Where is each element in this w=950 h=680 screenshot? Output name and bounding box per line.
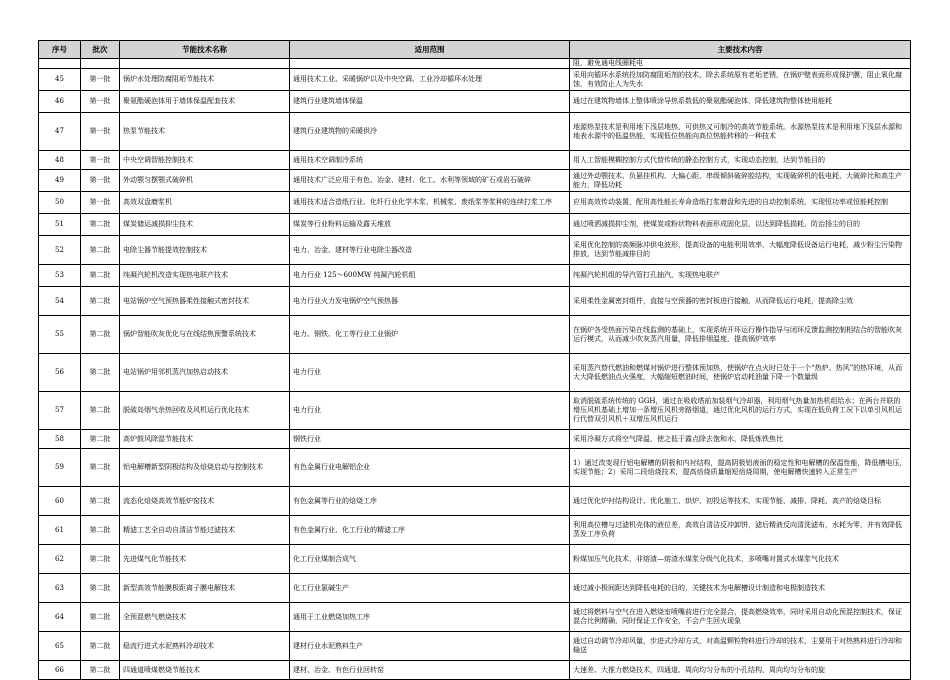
cell-main-content: 应用高效传动装置，配用高性能长寿命造纸打浆磨盘和先进的自动控制系统，实现恒功率或恒能耗控制 (570, 192, 911, 214)
cell-technology-name: 电站锅炉空气预热器柔性接触式密封技术 (120, 287, 290, 316)
cell-scope: 电力、钢铁、化工等行业工业锅炉 (290, 316, 570, 354)
cell-technology-name: 新型高效节能膜极距离子膜电解技术 (120, 574, 290, 603)
cell-technology-name: 电站锅炉用邻机蒸汽加热启动技术 (120, 354, 290, 392)
cell-scope: 通用技术广泛应用于有色、冶金、建材、化工、水利等领域的矿石或岩石破碎 (290, 170, 570, 192)
cell-main-content: 采用优化控制的高频脉冲供电波形，提高设备的电能利用效率，大幅度降低设备运行电耗，减少粉尘污染物排放，达到节能减排目的 (570, 236, 911, 265)
cell-technology-name: 煤炭储运减损抑尘技术 (120, 214, 290, 236)
table-row (39, 661, 911, 680)
table-row (39, 487, 911, 516)
continuation-cell-empty (120, 59, 290, 69)
cell-technology-name: 外动颚匀摆颚式破碎机 (120, 170, 290, 192)
cell-scope: 建筑行业建筑物的采暖供冷 (290, 113, 570, 151)
table-row (39, 91, 911, 113)
cell-batch: 第二批 (81, 214, 120, 236)
header-row (39, 41, 911, 59)
cell-main-content: 采用向循环水系统投加防腐阻垢剂的技术，除去系统原有老垢老锈，在锅炉壁表面形成保护膜，阻止氧化腐蚀，有效防止人为失水 (570, 69, 911, 91)
cell-scope: 建材、冶金、有色行业回转窑 (290, 661, 570, 680)
cell-batch: 第一批 (81, 91, 120, 113)
continuation-cell-empty (39, 59, 81, 69)
cell-main-content: 利用高位槽与过滤机壳体的液位差，高效自清洁反冲卸饼，滤后精液反向清洗滤布，水耗为零，并有效降低蒸发工序负荷 (570, 516, 911, 545)
cell-main-content: 通过自动调节冷却风量，步进式冷却方式，对高温颗粒物料进行冷却的技术，主要用于对热熟料进行冷却和输送 (570, 632, 911, 661)
cell-main-content: 通过优化炉衬结构设计、优化施工、烘炉、初投运等技术，实现节能、减排、降耗、高产的焙烧目标 (570, 487, 911, 516)
table-row (39, 287, 911, 316)
cell-batch: 第一批 (81, 113, 120, 151)
cell-technology-name: 先进煤气化节能技术 (120, 545, 290, 574)
cell-scope: 电力、冶金、建材等行业电除尘器改造 (290, 236, 570, 265)
cell-serial-number: 62 (39, 545, 81, 574)
cell-serial-number: 45 (39, 69, 81, 91)
header-technology-name: 节能技术名称 (120, 41, 290, 59)
cell-scope: 钢铁行业 (290, 430, 570, 449)
cell-scope: 化工行业氯碱生产 (290, 574, 570, 603)
table-row (39, 430, 911, 449)
cell-scope: 电力行业 125～600MW 纯凝汽轮机组 (290, 265, 570, 287)
cell-technology-name: 脱硫岛烟气余热回收及风机运行优化技术 (120, 392, 290, 430)
cell-technology-name: 四通道喷煤燃烧节能技术 (120, 661, 290, 680)
cell-serial-number: 55 (39, 316, 81, 354)
cell-main-content: 通过外动颚技术、负悬挂机构、大偏心距、串级倾斜破碎腔结构，实现破碎机的低电耗、大破碎比和高生产能力，降低功耗 (570, 170, 911, 192)
cell-scope: 有色金属行业、化工行业的精滤工序 (290, 516, 570, 545)
cell-main-content: 通过喷洒减损抑尘剂，使煤炭或粉状物料表面形成固化层，以达到降低损耗、防治扬尘的目的 (570, 214, 911, 236)
cell-batch: 第二批 (81, 545, 120, 574)
table-row (39, 236, 911, 265)
continuation-cell-empty (290, 59, 570, 69)
technology-table-sheet (38, 40, 910, 680)
cell-scope: 通用技术适合造纸行业、化纤行业化学木浆、机械浆、废纸浆等浆种的连续打浆工序 (290, 192, 570, 214)
cell-technology-name: 锅炉水处理防腐阻垢节能技术 (120, 69, 290, 91)
table-row (39, 316, 911, 354)
cell-technology-name: 纯凝汽轮机改造实现热电联产技术 (120, 265, 290, 287)
cell-scope: 有色金属等行业的焙烧工序 (290, 487, 570, 516)
cell-serial-number: 57 (39, 392, 81, 430)
cell-batch: 第二批 (81, 316, 120, 354)
cell-batch: 第二批 (81, 265, 120, 287)
header-scope: 适用范围 (290, 41, 570, 59)
cell-technology-name: 高炉鼓风除湿节能技术 (120, 430, 290, 449)
table-row (39, 516, 911, 545)
energy-saving-tech-table (38, 40, 911, 680)
cell-serial-number: 54 (39, 287, 81, 316)
table-row (39, 170, 911, 192)
cell-batch: 第二批 (81, 632, 120, 661)
cell-serial-number: 46 (39, 91, 81, 113)
cell-batch: 第二批 (81, 392, 120, 430)
cell-scope: 建材行业水泥熟料生产 (290, 632, 570, 661)
cell-batch: 第一批 (81, 192, 120, 214)
table-row (39, 392, 911, 430)
header-serial-number: 序号 (39, 41, 81, 59)
continuation-content: 阻，避免通电线圈耗电 (570, 59, 911, 69)
table-row (39, 151, 911, 170)
cell-serial-number: 51 (39, 214, 81, 236)
cell-serial-number: 66 (39, 661, 81, 680)
cell-scope: 有色金属行业电解铝企业 (290, 449, 570, 487)
cell-serial-number: 59 (39, 449, 81, 487)
cell-technology-name: 中央空调智能控制技术 (120, 151, 290, 170)
cell-serial-number: 53 (39, 265, 81, 287)
cell-scope: 建筑行业建筑墙体保温 (290, 91, 570, 113)
cell-main-content: 纯凝汽轮机组的导汽管打孔抽汽，实现热电联产 (570, 265, 911, 287)
cell-technology-name: 流态化焙烧高效节能炉窑技术 (120, 487, 290, 516)
cell-batch: 第二批 (81, 574, 120, 603)
cell-batch: 第二批 (81, 430, 120, 449)
table-row (39, 449, 911, 487)
table-row (39, 113, 911, 151)
table-row (39, 69, 911, 91)
table-row (39, 265, 911, 287)
table-row (39, 192, 911, 214)
cell-technology-name: 聚氨酯硬泡体用于墙体保温配套技术 (120, 91, 290, 113)
cell-serial-number: 65 (39, 632, 81, 661)
cell-serial-number: 52 (39, 236, 81, 265)
cell-batch: 第二批 (81, 661, 120, 680)
cell-scope: 电力行业 (290, 392, 570, 430)
cell-main-content: 采用柔性金属密封组件，直接与空预器的密封板进行接触，从而降低运行电耗，提高除尘效 (570, 287, 911, 316)
cell-scope: 电力行业火力发电锅炉空气预热器 (290, 287, 570, 316)
cell-main-content: 粉煤加压气化技术，非熔渣—熔渣水煤浆分级气化技术，多喷嘴对置式水煤浆气化技术 (570, 545, 911, 574)
cell-technology-name: 高效双盘磨浆机 (120, 192, 290, 214)
cell-main-content: 大速差、大推力燃烧技术，四通道、周向均匀分布的小孔结构，周向均匀分布的旋 (570, 661, 911, 680)
cell-main-content: 在锅炉各受热面污染在线监测的基础上，实现系统开环运行操作指导与闭环反馈监测控制相结合的智能吹灰运行模式，从而减少吹灰蒸汽用量，降低排烟温度，提高锅炉效率 (570, 316, 911, 354)
cell-scope: 通用于工业燃烧加热工序 (290, 603, 570, 632)
cell-batch: 第二批 (81, 354, 120, 392)
cell-serial-number: 63 (39, 574, 81, 603)
cell-serial-number: 48 (39, 151, 81, 170)
cell-main-content: 地源热泵技术是利用地下浅层地热，可供热又可制冷的高效节能系统。水源热泵技术是利用地下浅层水源和地表水源中的低温热能，实现低位热能向高位热能转移的一种技术 (570, 113, 911, 151)
cell-batch: 第二批 (81, 449, 120, 487)
cell-technology-name: 电除尘器节能提效控制技术 (120, 236, 290, 265)
cell-main-content: 采用蒸汽替代燃油和燃煤对锅炉进行整体预加热，使锅炉在点火时已处于一个“热炉、热风”的热环境，从而大大降低燃油点火强度，大幅缩短燃油时间，使锅炉启动耗油量下降一个数量级 (570, 354, 911, 392)
table-header (39, 41, 911, 59)
cell-main-content: 取消脱硫系统传统的 GGH，通过在吸收塔前加装烟气冷却器，利用烟气热量加热机组给水；在两台并联的增压风机基础上增加一条增压风机旁路烟道，通过优化风机的运行方式，实现在低负荷工况下以单引风机运行代替双引风机＋双增压风机运行 (570, 392, 911, 430)
cell-batch: 第一批 (81, 69, 120, 91)
cell-main-content: 用人工智能模糊控制方式代替传统的静态控制方式，实现动态控制，达到节能目的 (570, 151, 911, 170)
cell-scope: 电力行业 (290, 354, 570, 392)
cell-scope: 通用技术工业、采暖锅炉以及中央空调、工业冷却循环水处理 (290, 69, 570, 91)
table-row (39, 603, 911, 632)
cell-technology-name: 稳流行进式水泥熟料冷却技术 (120, 632, 290, 661)
table-row (39, 214, 911, 236)
cell-batch: 第一批 (81, 170, 120, 192)
cell-batch: 第二批 (81, 236, 120, 265)
continuation-row (39, 59, 911, 69)
cell-batch: 第二批 (81, 287, 120, 316)
table-body (39, 59, 911, 680)
cell-batch: 第二批 (81, 487, 120, 516)
cell-main-content: 采用冷凝方式将空气降温，使之低于露点除去饱和水，降低炼铁焦比 (570, 430, 911, 449)
cell-serial-number: 50 (39, 192, 81, 214)
cell-technology-name: 精滤工艺全自动自清洁节能过滤技术 (120, 516, 290, 545)
table-row (39, 632, 911, 661)
cell-batch: 第一批 (81, 151, 120, 170)
cell-serial-number: 61 (39, 516, 81, 545)
table-row (39, 574, 911, 603)
cell-serial-number: 58 (39, 430, 81, 449)
cell-technology-name: 锅炉智能吹灰优化与在线结焦预警系统技术 (120, 316, 290, 354)
cell-serial-number: 64 (39, 603, 81, 632)
cell-scope: 通用技术空调制冷系统 (290, 151, 570, 170)
cell-serial-number: 47 (39, 113, 81, 151)
cell-technology-name: 铝电解槽新型阴极结构及焙烧启动与控制技术 (120, 449, 290, 487)
cell-batch: 第二批 (81, 516, 120, 545)
continuation-cell-empty (81, 59, 120, 69)
table-row (39, 354, 911, 392)
cell-main-content: 通过在建筑物墙体上整体喷涂导热系数低的聚氨酯硬泡体，降低建筑物整体使用能耗 (570, 91, 911, 113)
cell-main-content: 1）通过改变现行铝电解槽的阴极和内衬结构，提高阴极铝液面的稳定性和电解槽的保温性能，降低槽电压，实现节能；2）采用二段焙烧技术，提高焙烧质量缩短焙烧周期，使电解槽快速转入正常生产 (570, 449, 911, 487)
cell-main-content: 通过减小极间距达到降低电耗的目的，关键技术为电解槽设计制造和电极制造技术 (570, 574, 911, 603)
table-row (39, 545, 911, 574)
cell-serial-number: 60 (39, 487, 81, 516)
cell-batch: 第二批 (81, 603, 120, 632)
cell-technology-name: 热泵节能技术 (120, 113, 290, 151)
cell-serial-number: 49 (39, 170, 81, 192)
cell-scope: 化工行业煤制合成气 (290, 545, 570, 574)
cell-serial-number: 56 (39, 354, 81, 392)
cell-technology-name: 全预混燃气燃烧技术 (120, 603, 290, 632)
header-main-content: 主要技术内容 (570, 41, 911, 59)
header-batch: 批次 (81, 41, 120, 59)
cell-main-content: 通过将燃料与空气在进入燃烧室喷嘴前进行完全混合，提高燃烧效率，同时采用自动化预混控制技术，保证混合比例精确，同时保证工作安全，不会产生回火现象 (570, 603, 911, 632)
cell-scope: 煤炭等行业粉料运输及露天堆放 (290, 214, 570, 236)
